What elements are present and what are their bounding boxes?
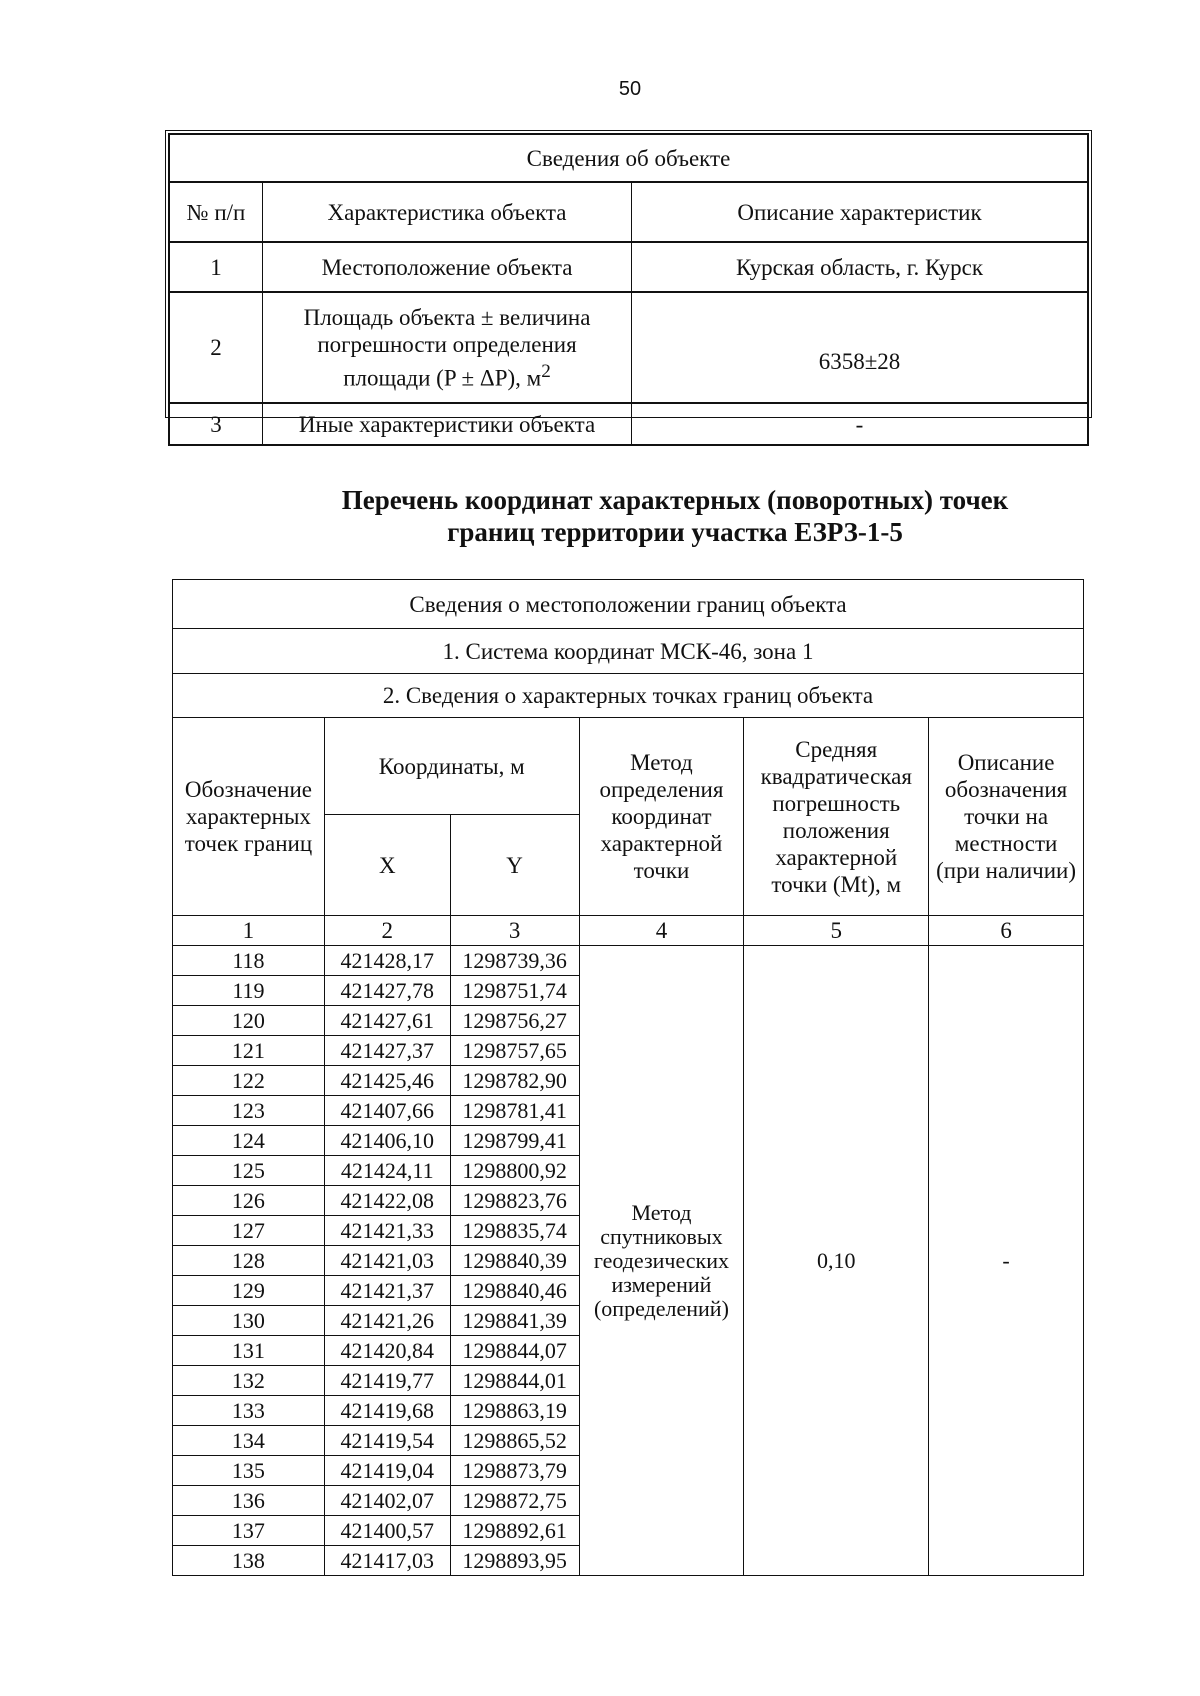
point-x: 421402,07 bbox=[324, 1486, 450, 1516]
method-value bbox=[579, 946, 744, 1576]
point-designation: 131 bbox=[173, 1336, 325, 1366]
point-x: 421421,26 bbox=[324, 1306, 450, 1336]
point-x: 421424,11 bbox=[324, 1156, 450, 1186]
point-designation: 120 bbox=[173, 1006, 325, 1036]
col-description-header bbox=[929, 718, 1084, 916]
object-info-title: Сведения об объекте bbox=[169, 134, 1088, 182]
header-line: характерной bbox=[775, 844, 898, 870]
method-line: измерений bbox=[611, 1271, 712, 1297]
point-designation: 133 bbox=[173, 1396, 325, 1426]
point-y: 1298756,27 bbox=[450, 1006, 579, 1036]
col-designation-header bbox=[173, 718, 325, 916]
point-x: 421422,08 bbox=[324, 1186, 450, 1216]
error-value: 0,10 bbox=[744, 946, 929, 1576]
point-designation: 137 bbox=[173, 1516, 325, 1546]
object-info-table-frame bbox=[165, 130, 1092, 437]
point-x: 421421,33 bbox=[324, 1216, 450, 1246]
point-y: 1298800,92 bbox=[450, 1156, 579, 1186]
col-y-header: Y bbox=[450, 815, 579, 916]
point-designation: 138 bbox=[173, 1546, 325, 1576]
row-characteristic bbox=[263, 292, 632, 403]
point-x: 421419,04 bbox=[324, 1456, 450, 1486]
point-x: 421419,68 bbox=[324, 1396, 450, 1426]
point-y: 1298757,65 bbox=[450, 1036, 579, 1066]
method-line: Метод bbox=[631, 1199, 692, 1225]
object-info-table bbox=[168, 133, 1089, 446]
header-line: координат bbox=[611, 804, 712, 829]
header-line: погрешность bbox=[772, 790, 901, 816]
point-designation: 132 bbox=[173, 1366, 325, 1396]
coordinate-system: 1. Система координат МСК-46, зона 1 bbox=[173, 629, 1084, 674]
table-row bbox=[173, 946, 1084, 976]
method-line: (определений) bbox=[593, 1295, 729, 1321]
point-y: 1298892,61 bbox=[450, 1516, 579, 1546]
header-line: положения bbox=[782, 817, 890, 843]
char-line: погрешности определения bbox=[317, 331, 577, 357]
description-value: - bbox=[929, 946, 1084, 1576]
coords-title: Сведения о местоположении границ объекта bbox=[173, 580, 1084, 629]
point-y: 1298863,19 bbox=[450, 1396, 579, 1426]
point-y: 1298841,39 bbox=[450, 1306, 579, 1336]
page-number: 50 bbox=[618, 78, 642, 100]
point-designation: 123 bbox=[173, 1096, 325, 1126]
point-y: 1298873,79 bbox=[450, 1456, 579, 1486]
coordinates-table bbox=[172, 579, 1084, 1576]
point-designation: 124 bbox=[173, 1126, 325, 1156]
point-designation: 130 bbox=[173, 1306, 325, 1336]
point-x: 421425,46 bbox=[324, 1066, 450, 1096]
header-line: обозначения bbox=[944, 777, 1068, 802]
header-number: № п/п bbox=[169, 182, 263, 242]
row-characteristic: Местоположение объекта bbox=[263, 242, 632, 292]
point-y: 1298782,90 bbox=[450, 1066, 579, 1096]
point-designation: 136 bbox=[173, 1486, 325, 1516]
point-x: 421417,03 bbox=[324, 1546, 450, 1576]
char-line bbox=[267, 358, 627, 392]
point-y: 1298799,41 bbox=[450, 1126, 579, 1156]
point-designation: 122 bbox=[173, 1066, 325, 1096]
header-line: характерной bbox=[600, 831, 723, 856]
col-number: 6 bbox=[929, 916, 1084, 946]
point-y: 1298872,75 bbox=[450, 1486, 579, 1516]
header-line: точки (Mt), м bbox=[771, 871, 902, 897]
char-line-text: площади (P ± ΔP), м bbox=[343, 365, 542, 391]
header-line: определения bbox=[599, 777, 724, 802]
row-number: 3 bbox=[169, 403, 263, 445]
row-number: 2 bbox=[169, 292, 263, 403]
row-description: 6358±28 bbox=[632, 292, 1089, 403]
point-y: 1298781,41 bbox=[450, 1096, 579, 1126]
header-description: Описание характеристик bbox=[632, 182, 1089, 242]
point-y: 1298751,74 bbox=[450, 976, 579, 1006]
col-number: 5 bbox=[744, 916, 929, 946]
point-y: 1298823,76 bbox=[450, 1186, 579, 1216]
header-line: точки на bbox=[964, 804, 1049, 829]
col-number: 1 bbox=[173, 916, 325, 946]
header-line: квадратическая bbox=[760, 763, 912, 789]
row-description: - bbox=[632, 403, 1089, 445]
point-y: 1298835,74 bbox=[450, 1216, 579, 1246]
header-characteristic: Характеристика объекта bbox=[263, 182, 632, 242]
point-x: 421428,17 bbox=[324, 946, 450, 976]
point-x: 421407,66 bbox=[324, 1096, 450, 1126]
point-designation: 128 bbox=[173, 1246, 325, 1276]
point-designation: 126 bbox=[173, 1186, 325, 1216]
header-line: Метод bbox=[630, 750, 693, 775]
header-line: Обозначение bbox=[184, 777, 312, 802]
header-line: местности bbox=[954, 831, 1058, 856]
char-line: Площадь объекта ± величина bbox=[303, 304, 591, 330]
header-line: характерных bbox=[185, 804, 311, 829]
col-number: 4 bbox=[579, 916, 744, 946]
row-number: 1 bbox=[169, 242, 263, 292]
point-y: 1298893,95 bbox=[450, 1546, 579, 1576]
point-x: 421427,37 bbox=[324, 1036, 450, 1066]
col-number: 2 bbox=[324, 916, 450, 946]
point-designation: 127 bbox=[173, 1216, 325, 1246]
header-line: Средняя bbox=[795, 736, 878, 762]
point-y: 1298840,39 bbox=[450, 1246, 579, 1276]
point-x: 421427,61 bbox=[324, 1006, 450, 1036]
point-designation: 134 bbox=[173, 1426, 325, 1456]
point-y: 1298844,07 bbox=[450, 1336, 579, 1366]
points-title: 2. Сведения о характерных точках границ объекта bbox=[173, 674, 1084, 718]
point-designation: 129 bbox=[173, 1276, 325, 1306]
point-y: 1298840,46 bbox=[450, 1276, 579, 1306]
header-line: точек границ bbox=[184, 831, 313, 856]
heading-line: Перечень координат характерных (поворотных) точек bbox=[341, 485, 1009, 515]
header-line: Описание bbox=[957, 750, 1055, 775]
point-designation: 119 bbox=[173, 976, 325, 1006]
col-error-header bbox=[744, 718, 929, 916]
point-x: 421420,84 bbox=[324, 1336, 450, 1366]
point-x: 421419,77 bbox=[324, 1366, 450, 1396]
point-x: 421421,37 bbox=[324, 1276, 450, 1306]
point-x: 421400,57 bbox=[324, 1516, 450, 1546]
coordinates-body bbox=[173, 946, 1084, 1576]
row-characteristic: Иные характеристики объекта bbox=[263, 403, 632, 445]
point-designation: 121 bbox=[173, 1036, 325, 1066]
point-y: 1298865,52 bbox=[450, 1426, 579, 1456]
row-description: Курская область, г. Курск bbox=[632, 242, 1089, 292]
point-designation: 125 bbox=[173, 1156, 325, 1186]
superscript: 2 bbox=[541, 360, 551, 382]
point-x: 421406,10 bbox=[324, 1126, 450, 1156]
point-x: 421419,54 bbox=[324, 1426, 450, 1456]
point-y: 1298739,36 bbox=[450, 946, 579, 976]
method-line: спутниковых bbox=[600, 1223, 723, 1249]
point-designation: 135 bbox=[173, 1456, 325, 1486]
col-number: 3 bbox=[450, 916, 579, 946]
section-heading bbox=[250, 484, 1100, 548]
col-x-header: X bbox=[324, 815, 450, 916]
col-method-header bbox=[579, 718, 744, 916]
point-y: 1298844,01 bbox=[450, 1366, 579, 1396]
col-coords-header: Координаты, м bbox=[324, 718, 579, 815]
point-x: 421421,03 bbox=[324, 1246, 450, 1276]
point-x: 421427,78 bbox=[324, 976, 450, 1006]
header-line: (при наличии) bbox=[936, 858, 1077, 883]
header-line: точки bbox=[633, 858, 690, 883]
method-line: геодезических bbox=[593, 1247, 730, 1273]
point-designation: 118 bbox=[173, 946, 325, 976]
heading-line: границ территории участка ЕЗРЗ-1-5 bbox=[447, 517, 903, 547]
